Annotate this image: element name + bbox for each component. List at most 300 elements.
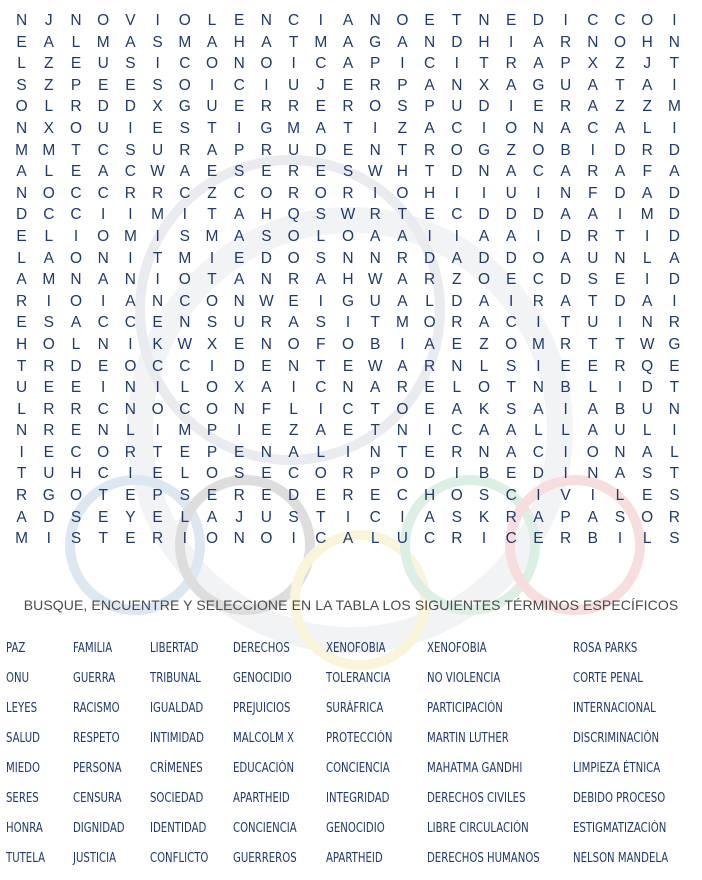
grid-cell[interactable]: A <box>478 422 490 440</box>
grid-cell[interactable]: M <box>287 119 301 137</box>
grid-cell[interactable]: X <box>478 76 490 94</box>
grid-cell[interactable]: Q <box>641 357 654 375</box>
grid-cell[interactable]: S <box>669 530 680 548</box>
grid-cell[interactable]: R <box>342 465 354 483</box>
grid-cell[interactable]: S <box>288 508 299 526</box>
grid-cell[interactable]: D <box>559 271 572 289</box>
grid-cell[interactable]: I <box>128 465 133 483</box>
grid-cell[interactable]: O <box>260 184 273 202</box>
grid-cell[interactable]: Z <box>207 184 217 202</box>
grid-cell[interactable]: S <box>125 55 136 73</box>
grid-cell[interactable]: I <box>155 379 160 397</box>
grid-cell[interactable]: A <box>587 400 598 418</box>
grid-cell[interactable]: O <box>205 379 219 397</box>
grid-cell[interactable]: O <box>97 12 110 29</box>
grid-cell[interactable]: A <box>478 292 490 310</box>
grid-cell[interactable]: T <box>560 314 571 332</box>
grid-cell[interactable]: N <box>478 443 490 461</box>
grid-cell[interactable]: A <box>614 465 626 483</box>
grid-cell[interactable]: E <box>70 379 82 397</box>
grid-cell[interactable]: O <box>396 184 409 202</box>
grid-cell[interactable]: N <box>668 33 680 51</box>
grid-cell[interactable]: D <box>559 227 572 245</box>
grid-cell[interactable]: Z <box>288 422 299 440</box>
grid-cell[interactable]: R <box>287 271 300 289</box>
grid-cell[interactable]: A <box>506 227 517 245</box>
grid-cell[interactable]: J <box>44 12 53 29</box>
grid-cell[interactable]: N <box>587 33 599 51</box>
grid-cell[interactable]: T <box>98 530 108 548</box>
grid-cell[interactable]: L <box>316 227 326 245</box>
grid-cell[interactable]: O <box>641 508 654 526</box>
grid-cell[interactable]: D <box>614 292 626 310</box>
grid-cell[interactable]: I <box>373 119 378 137</box>
grid-cell[interactable]: E <box>587 357 598 375</box>
grid-cell[interactable]: A <box>397 292 408 310</box>
grid-cell[interactable]: A <box>16 271 27 289</box>
grid-cell[interactable]: E <box>206 163 218 181</box>
grid-cell[interactable]: I <box>536 357 541 375</box>
grid-cell[interactable]: O <box>42 335 55 353</box>
grid-cell[interactable]: T <box>16 357 27 375</box>
grid-cell[interactable]: D <box>614 141 626 159</box>
grid-cell[interactable]: T <box>615 227 625 245</box>
grid-cell[interactable]: C <box>342 400 354 418</box>
grid-cell[interactable]: C <box>532 443 544 461</box>
grid-cell[interactable]: O <box>178 12 191 29</box>
grid-cell[interactable]: P <box>397 76 408 94</box>
grid-cell[interactable]: B <box>560 379 571 397</box>
grid-cell[interactable]: E <box>98 508 109 526</box>
grid-cell[interactable]: P <box>234 141 245 159</box>
grid-cell[interactable]: N <box>396 422 408 440</box>
grid-cell[interactable]: T <box>452 12 462 29</box>
grid-cell[interactable]: R <box>559 33 572 51</box>
grid-cell[interactable]: I <box>73 227 79 245</box>
grid-cell[interactable]: C <box>287 12 300 29</box>
grid-cell[interactable]: I <box>209 357 215 375</box>
grid-cell[interactable]: E <box>261 357 272 375</box>
grid-cell[interactable]: O <box>314 465 327 483</box>
grid-cell[interactable]: I <box>672 76 677 94</box>
grid-cell[interactable]: R <box>43 357 55 375</box>
grid-cell[interactable]: N <box>451 357 463 375</box>
grid-cell[interactable]: E <box>506 271 517 289</box>
grid-cell[interactable]: I <box>481 184 487 202</box>
grid-cell[interactable]: I <box>590 487 595 505</box>
grid-cell[interactable]: D <box>423 249 436 267</box>
grid-cell[interactable]: C <box>423 530 436 548</box>
grid-cell[interactable]: L <box>642 119 652 137</box>
grid-cell[interactable]: K <box>478 508 490 526</box>
grid-cell[interactable]: R <box>287 184 300 202</box>
grid-cell[interactable]: E <box>43 379 54 397</box>
grid-cell[interactable]: L <box>180 379 190 397</box>
grid-cell[interactable]: O <box>477 379 491 397</box>
grid-cell[interactable]: I <box>536 184 541 202</box>
grid-cell[interactable]: B <box>370 335 381 353</box>
grid-cell[interactable]: D <box>668 227 680 245</box>
grid-cell[interactable]: M <box>42 271 56 289</box>
grid-cell[interactable]: V <box>125 12 136 29</box>
grid-cell[interactable]: S <box>506 400 517 418</box>
grid-cell[interactable]: C <box>423 55 436 73</box>
grid-cell[interactable]: D <box>532 206 544 224</box>
grid-cell[interactable]: I <box>454 184 459 202</box>
grid-cell[interactable]: D <box>97 98 109 116</box>
grid-cell[interactable]: N <box>641 314 653 332</box>
grid-cell[interactable]: D <box>668 271 680 289</box>
grid-cell[interactable]: R <box>179 141 191 159</box>
grid-cell[interactable]: A <box>234 271 245 289</box>
grid-cell[interactable]: U <box>451 98 463 116</box>
grid-cell[interactable]: A <box>16 163 27 181</box>
grid-cell[interactable]: P <box>152 487 163 505</box>
grid-cell[interactable]: O <box>477 271 491 289</box>
grid-cell[interactable]: I <box>291 379 296 397</box>
grid-cell[interactable]: I <box>536 314 541 332</box>
grid-cell[interactable]: U <box>233 314 245 332</box>
grid-cell[interactable]: E <box>43 443 54 461</box>
grid-cell[interactable]: A <box>587 76 598 94</box>
grid-cell[interactable]: I <box>645 227 650 245</box>
grid-cell[interactable]: N <box>587 465 599 483</box>
grid-cell[interactable]: S <box>152 76 163 94</box>
grid-cell[interactable]: A <box>179 163 190 181</box>
grid-cell[interactable]: I <box>345 508 351 526</box>
grid-cell[interactable]: N <box>668 400 680 418</box>
grid-cell[interactable]: A <box>478 314 490 332</box>
grid-cell[interactable]: R <box>287 163 300 181</box>
grid-cell[interactable]: T <box>588 292 598 310</box>
grid-cell[interactable]: I <box>454 227 459 245</box>
grid-cell[interactable]: A <box>669 249 680 267</box>
grid-cell[interactable]: L <box>207 12 217 29</box>
grid-cell[interactable]: R <box>423 141 436 159</box>
grid-cell[interactable]: J <box>235 508 244 526</box>
grid-cell[interactable]: B <box>587 530 598 548</box>
grid-cell[interactable]: N <box>559 184 572 202</box>
grid-cell[interactable]: E <box>451 335 462 353</box>
grid-cell[interactable]: C <box>451 206 463 224</box>
grid-cell[interactable]: T <box>98 487 108 505</box>
grid-cell[interactable]: P <box>424 98 435 116</box>
grid-cell[interactable]: E <box>261 163 272 181</box>
grid-cell[interactable]: A <box>125 292 136 310</box>
grid-cell[interactable]: I <box>617 379 623 397</box>
grid-cell[interactable]: U <box>396 530 408 548</box>
grid-cell[interactable]: D <box>532 12 544 29</box>
grid-cell[interactable]: A <box>614 119 626 137</box>
grid-cell[interactable]: I <box>128 206 133 224</box>
grid-cell[interactable]: D <box>478 206 490 224</box>
grid-cell[interactable]: T <box>152 249 163 267</box>
grid-cell[interactable]: S <box>478 487 490 505</box>
grid-cell[interactable]: C <box>233 76 245 94</box>
grid-cell[interactable]: C <box>532 271 544 289</box>
grid-cell[interactable]: Q <box>287 206 300 224</box>
grid-cell[interactable]: N <box>342 249 354 267</box>
grid-cell[interactable]: S <box>342 163 354 181</box>
grid-cell[interactable]: N <box>233 400 245 418</box>
grid-cell[interactable]: C <box>97 184 109 202</box>
grid-cell[interactable]: S <box>125 141 136 159</box>
grid-cell[interactable]: W <box>367 357 383 375</box>
grid-cell[interactable]: A <box>533 33 544 51</box>
grid-cell[interactable]: A <box>397 227 408 245</box>
grid-cell[interactable]: C <box>179 357 191 375</box>
grid-cell[interactable]: N <box>70 271 82 289</box>
grid-cell[interactable]: U <box>287 141 300 159</box>
grid-cell[interactable]: O <box>69 487 83 505</box>
grid-cell[interactable]: I <box>182 530 187 548</box>
grid-cell[interactable]: I <box>46 292 51 310</box>
grid-cell[interactable]: S <box>179 119 190 137</box>
grid-cell[interactable]: E <box>370 487 381 505</box>
grid-cell[interactable]: I <box>101 206 106 224</box>
grid-cell[interactable]: Z <box>44 76 54 94</box>
grid-cell[interactable]: N <box>233 55 245 73</box>
grid-cell[interactable]: R <box>641 141 653 159</box>
grid-cell[interactable]: D <box>668 206 680 224</box>
grid-cell[interactable]: I <box>400 55 405 73</box>
grid-cell[interactable]: A <box>642 443 653 461</box>
grid-cell[interactable]: C <box>614 12 626 29</box>
grid-cell[interactable]: C <box>97 400 109 418</box>
grid-cell[interactable]: A <box>642 76 653 94</box>
grid-cell[interactable]: C <box>179 292 191 310</box>
grid-cell[interactable]: I <box>318 292 323 310</box>
grid-cell[interactable]: C <box>369 508 381 526</box>
grid-cell[interactable]: N <box>70 12 82 29</box>
grid-cell[interactable]: I <box>590 141 595 159</box>
grid-cell[interactable]: O <box>205 400 219 418</box>
grid-cell[interactable]: T <box>669 465 680 483</box>
grid-cell[interactable]: O <box>178 271 191 289</box>
grid-cell[interactable]: I <box>237 422 242 440</box>
grid-cell[interactable]: T <box>669 379 680 397</box>
grid-cell[interactable]: C <box>315 55 327 73</box>
grid-cell[interactable]: I <box>400 335 405 353</box>
grid-cell[interactable]: Z <box>615 55 625 73</box>
grid-cell[interactable]: S <box>179 227 190 245</box>
grid-cell[interactable]: E <box>152 119 163 137</box>
grid-cell[interactable]: O <box>15 98 28 116</box>
grid-cell[interactable]: L <box>17 400 26 418</box>
grid-cell[interactable]: R <box>614 357 626 375</box>
grid-cell[interactable]: N <box>233 292 245 310</box>
grid-cell[interactable]: R <box>668 314 680 332</box>
grid-cell[interactable]: T <box>615 335 625 353</box>
grid-cell[interactable]: E <box>261 487 272 505</box>
grid-cell[interactable]: C <box>124 314 136 332</box>
grid-cell[interactable]: A <box>16 508 27 526</box>
grid-cell[interactable]: L <box>316 443 326 461</box>
grid-cell[interactable]: E <box>642 487 653 505</box>
grid-cell[interactable]: E <box>424 400 435 418</box>
grid-cell[interactable]: D <box>478 249 490 267</box>
grid-cell[interactable]: E <box>98 357 109 375</box>
grid-cell[interactable]: S <box>43 314 54 332</box>
grid-cell[interactable]: A <box>342 55 354 73</box>
grid-cell[interactable]: S <box>152 33 163 51</box>
grid-cell[interactable]: R <box>451 443 463 461</box>
grid-cell[interactable]: A <box>370 227 381 245</box>
grid-cell[interactable]: D <box>451 163 463 181</box>
grid-cell[interactable]: U <box>587 314 599 332</box>
grid-cell[interactable]: P <box>560 508 571 526</box>
grid-cell[interactable]: M <box>178 422 192 440</box>
grid-cell[interactable]: S <box>234 163 245 181</box>
grid-cell[interactable]: A <box>560 292 571 310</box>
grid-cell[interactable]: I <box>345 443 351 461</box>
grid-cell[interactable]: T <box>615 76 625 94</box>
grid-cell[interactable]: A <box>478 227 490 245</box>
grid-cell[interactable]: G <box>369 33 382 51</box>
grid-cell[interactable]: A <box>234 227 245 245</box>
grid-cell[interactable]: D <box>15 206 28 224</box>
grid-cell[interactable]: L <box>670 443 679 461</box>
grid-cell[interactable]: U <box>641 400 653 418</box>
grid-cell[interactable]: O <box>505 335 518 353</box>
grid-cell[interactable]: M <box>395 314 409 332</box>
grid-cell[interactable]: A <box>560 119 571 137</box>
grid-cell[interactable]: F <box>642 163 652 181</box>
grid-cell[interactable]: I <box>155 55 160 73</box>
grid-cell[interactable]: C <box>97 141 109 159</box>
grid-cell[interactable]: N <box>369 443 381 461</box>
grid-cell[interactable]: I <box>318 400 323 418</box>
grid-cell[interactable]: I <box>155 271 160 289</box>
grid-cell[interactable]: T <box>288 33 299 51</box>
grid-cell[interactable]: G <box>341 292 355 310</box>
grid-cell[interactable]: J <box>643 55 652 73</box>
grid-cell[interactable]: E <box>98 76 109 94</box>
grid-cell[interactable]: I <box>19 443 24 461</box>
grid-cell[interactable]: O <box>532 141 545 159</box>
grid-cell[interactable]: S <box>315 249 326 267</box>
grid-cell[interactable]: I <box>101 292 106 310</box>
grid-cell[interactable]: A <box>234 206 245 224</box>
grid-cell[interactable]: E <box>261 465 272 483</box>
grid-cell[interactable]: R <box>668 508 680 526</box>
grid-cell[interactable]: E <box>342 422 354 440</box>
grid-cell[interactable]: U <box>206 98 218 116</box>
grid-cell[interactable]: C <box>70 184 82 202</box>
grid-cell[interactable]: U <box>15 379 28 397</box>
grid-cell[interactable]: L <box>425 292 434 310</box>
grid-cell[interactable]: T <box>479 55 489 73</box>
grid-cell[interactable]: O <box>260 55 273 73</box>
grid-cell[interactable]: I <box>672 292 677 310</box>
grid-cell[interactable]: A <box>98 271 109 289</box>
grid-cell[interactable]: I <box>536 487 541 505</box>
grid-cell[interactable]: O <box>532 249 545 267</box>
grid-cell[interactable]: A <box>342 12 354 29</box>
grid-cell[interactable]: A <box>506 163 517 181</box>
grid-cell[interactable]: W <box>177 335 193 353</box>
grid-cell[interactable]: U <box>287 76 300 94</box>
grid-cell[interactable]: I <box>155 227 160 245</box>
grid-cell[interactable]: P <box>370 465 381 483</box>
grid-cell[interactable]: N <box>451 76 463 94</box>
grid-cell[interactable]: A <box>642 184 653 202</box>
grid-cell[interactable]: P <box>370 55 381 73</box>
grid-cell[interactable]: A <box>315 422 326 440</box>
grid-cell[interactable]: C <box>451 422 463 440</box>
grid-cell[interactable]: L <box>17 249 26 267</box>
grid-cell[interactable]: R <box>505 508 517 526</box>
grid-cell[interactable]: N <box>614 249 626 267</box>
grid-cell[interactable]: C <box>505 487 517 505</box>
grid-cell[interactable]: L <box>17 55 26 73</box>
grid-cell[interactable]: C <box>396 487 408 505</box>
grid-cell[interactable]: U <box>43 465 55 483</box>
grid-cell[interactable]: I <box>46 530 51 548</box>
grid-cell[interactable]: Z <box>479 335 489 353</box>
grid-cell[interactable]: C <box>70 443 82 461</box>
grid-cell[interactable]: I <box>291 530 296 548</box>
grid-cell[interactable]: N <box>97 335 109 353</box>
grid-cell[interactable]: M <box>15 141 29 159</box>
grid-cell[interactable]: N <box>342 379 354 397</box>
grid-cell[interactable]: A <box>342 33 354 51</box>
grid-cell[interactable]: U <box>369 292 381 310</box>
grid-cell[interactable]: A <box>206 141 218 159</box>
grid-cell[interactable]: A <box>206 508 218 526</box>
grid-cell[interactable]: M <box>123 227 137 245</box>
grid-cell[interactable]: Z <box>397 119 408 137</box>
grid-cell[interactable]: D <box>451 33 463 51</box>
grid-cell[interactable]: I <box>209 249 215 267</box>
grid-cell[interactable]: P <box>560 55 571 73</box>
grid-cell[interactable]: I <box>155 422 160 440</box>
grid-cell[interactable]: S <box>669 487 680 505</box>
grid-cell[interactable]: I <box>617 314 623 332</box>
grid-cell[interactable]: B <box>614 400 626 418</box>
grid-cell[interactable]: C <box>179 400 191 418</box>
grid-cell[interactable]: O <box>641 12 654 29</box>
grid-cell[interactable]: I <box>509 292 514 310</box>
grid-cell[interactable]: S <box>70 530 82 548</box>
grid-cell[interactable]: E <box>234 443 245 461</box>
grid-cell[interactable]: A <box>587 508 598 526</box>
grid-cell[interactable]: R <box>70 98 82 116</box>
grid-cell[interactable]: E <box>506 465 517 483</box>
grid-cell[interactable]: H <box>260 206 272 224</box>
grid-cell[interactable]: E <box>16 227 27 245</box>
grid-cell[interactable]: W <box>150 163 165 181</box>
grid-cell[interactable]: M <box>178 33 192 51</box>
grid-cell[interactable]: P <box>70 76 82 94</box>
grid-cell[interactable]: H <box>15 335 28 353</box>
grid-cell[interactable]: R <box>342 98 354 116</box>
grid-cell[interactable]: R <box>423 357 436 375</box>
grid-cell[interactable]: A <box>506 443 517 461</box>
grid-cell[interactable]: L <box>126 422 135 440</box>
grid-cell[interactable]: T <box>370 314 380 332</box>
grid-cell[interactable]: A <box>424 76 435 94</box>
grid-cell[interactable]: D <box>532 465 544 483</box>
grid-cell[interactable]: E <box>533 530 544 548</box>
grid-cell[interactable]: O <box>450 487 463 505</box>
grid-cell[interactable]: T <box>370 422 380 440</box>
grid-cell[interactable]: A <box>533 55 544 73</box>
grid-cell[interactable]: N <box>260 271 272 289</box>
grid-cell[interactable]: I <box>509 98 514 116</box>
grid-cell[interactable]: M <box>640 206 654 224</box>
grid-cell[interactable]: O <box>205 55 219 73</box>
